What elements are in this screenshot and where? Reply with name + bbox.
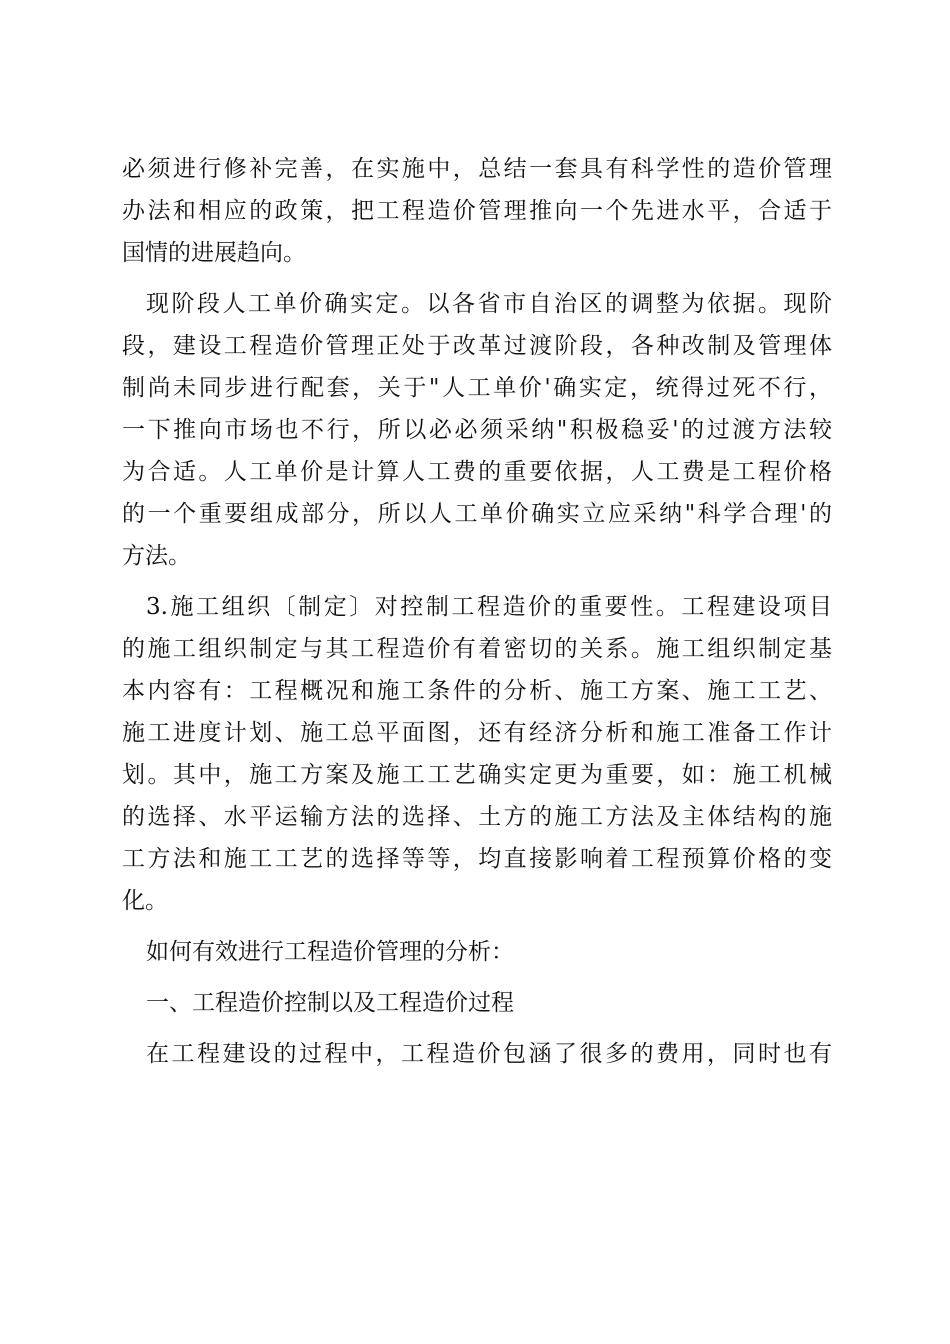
- heading-line: 一、工程造价控制以及工程造价过程: [146, 990, 514, 1016]
- text-line: 为合适。人工单价是计算人工费的重要依据，人工费是工程价格: [122, 459, 832, 485]
- text-line: 如何有效进行工程造价管理的分析：: [146, 939, 514, 965]
- text-line: 国情的进展趋向。: [122, 240, 306, 266]
- text-line: 办法和相应的政策，把工程造价管理推向一个先进水平，合适于: [122, 198, 832, 224]
- text-line: 3.施工组织〔制定〕对控制工程造价的重要性。工程建设项目: [146, 594, 832, 620]
- text-line: 必须进行修补完善，在实施中，总结一套具有科学性的造价管理: [122, 156, 832, 182]
- text-line: 的施工组织制定与其工程造价有着密切的关系。施工组织制定基: [122, 636, 832, 662]
- section-intro: [122, 931, 832, 973]
- paragraph-3: [122, 586, 832, 922]
- text-line: 本内容有：工程概况和施工条件的分析、施工方案、施工工艺、: [122, 678, 832, 704]
- text-line: 化。: [122, 888, 168, 914]
- text-line: 在工程建设的过程中，工程造价包涵了很多的费用，同时也有: [146, 1041, 832, 1067]
- section-heading: [122, 982, 832, 1024]
- text-line: 工方法和施工工艺的选择等等，均直接影响着工程预算价格的变: [122, 846, 832, 872]
- paragraph-2: [122, 283, 832, 577]
- text-line: 方法。: [122, 543, 191, 569]
- text-line: 划。其中，施工方案及施工工艺确实定更为重要，如：施工机械: [122, 762, 832, 788]
- text-line: 制尚未同步进行配套，关于"人工单价'确实定，统得过死不行，: [122, 375, 832, 401]
- document-body: [122, 148, 832, 1075]
- text-line: 的选择、水平运输方法的选择、土方的施工方法及主体结构的施: [122, 804, 832, 830]
- text-line: 段，建设工程造价管理正处于改革过渡阶段，各种改制及管理体: [122, 333, 832, 359]
- paragraph-1: [122, 148, 832, 274]
- text-line: 的一个重要组成部分，所以人工单价确实立应采纳"科学合理'的: [122, 501, 832, 527]
- text-line: 施工进度计划、施工总平面图，还有经济分析和施工准备工作计: [122, 720, 832, 746]
- paragraph-4: [122, 1033, 832, 1075]
- text-line: 现阶段人工单价确实定。以各省市自治区的调整为依据。现阶: [146, 291, 832, 317]
- text-line: 一下推向市场也不行，所以必必须采纳"积极稳妥'的过渡方法较: [122, 417, 832, 443]
